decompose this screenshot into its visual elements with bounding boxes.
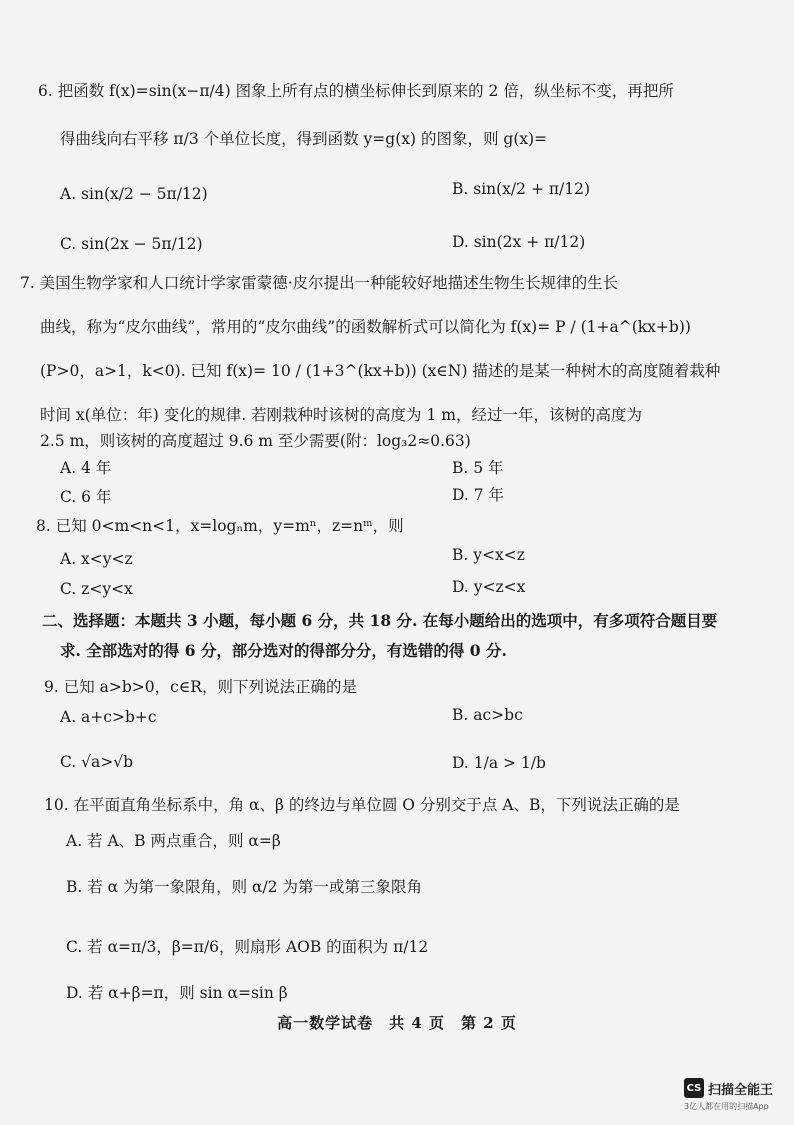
q10-option-b: B. 若 α 为第一象限角，则 α/2 为第一或第三象限角: [66, 878, 422, 896]
q10-option-d: D. 若 α+β=π，则 sin α=sin β: [66, 984, 288, 1002]
q9-stem-line1: 9. 已知 a>b>0，c∈R，则下列说法正确的是: [44, 678, 357, 696]
q10-stem-line1: 10. 在平面直角坐标系中，角 α、β 的终边与单位圆 O 分别交于点 A、B，下列说法正确的是: [44, 796, 680, 814]
q9-option-d: D. 1/a > 1/b: [452, 754, 546, 772]
q10-option-a: A. 若 A、B 两点重合，则 α=β: [66, 832, 281, 850]
q8-option-b: B. y<x<z: [452, 546, 525, 564]
section2-heading-line2: 求. 全部选对的得 6 分，部分选对的得部分分，有选错的得 0 分.: [60, 641, 507, 660]
page-footer: 高一数学试卷 共 4 页 第 2 页: [277, 1014, 517, 1032]
q6-stem-line1: 6. 把函数 f(x)=sin(x−π/4) 图象上所有点的横坐标伸长到原来的 2 倍，纵坐标不变，再把所: [38, 82, 674, 100]
q6-option-c: C. sin(2x − 5π/12): [60, 235, 203, 253]
q10-option-c: C. 若 α=π/3，β=π/6，则扇形 AOB 的面积为 π/12: [66, 938, 429, 956]
q7-stem-line2: 曲线，称为“皮尔曲线”，常用的“皮尔曲线”的函数解析式可以简化为 f(x)= P / (1+a^(kx+b)): [40, 318, 691, 336]
q9-option-c: C. √a>√b: [60, 753, 134, 771]
watermark-subtitle: 3亿人都在用的扫描App: [684, 1102, 769, 1111]
scanner-watermark: [684, 1078, 773, 1098]
q6-option-a: A. sin(x/2 − 5π/12): [60, 185, 208, 203]
q6-stem-line2: 得曲线向右平移 π/3 个单位长度，得到函数 y=g(x) 的图象，则 g(x)=: [60, 130, 548, 148]
watermark-name: 扫描全能王: [708, 1082, 774, 1098]
q7-option-a: A. 4 年: [60, 459, 112, 477]
q7-option-c: C. 6 年: [60, 488, 112, 506]
q8-option-c: C. z<y<x: [60, 580, 133, 598]
q7-stem-line1: 7. 美国生物学家和人口统计学家雷蒙德·皮尔提出一种能较好地描述生物生长规律的生长: [20, 274, 619, 292]
q7-stem-line3: (P>0，a>1，k<0). 已知 f(x)= 10 / (1+3^(kx+b)) (x∈N) 描述的是某一种树木的高度随着栽种: [40, 362, 721, 380]
q7-option-d: D. 7 年: [452, 486, 505, 504]
q7-stem-line5: 2.5 m，则该树的高度超过 9.6 m 至少需要(附：log₃2≈0.63): [40, 432, 471, 450]
q6-option-b: B. sin(x/2 + π/12): [452, 180, 591, 198]
section2-heading-line1: 二、选择题：本题共 3 小题，每小题 6 分，共 18 分. 在每小题给出的选项中，有多项符合题目要: [42, 611, 718, 630]
q9-option-b: B. ac>bc: [452, 706, 523, 724]
q9-option-a: A. a+c>b+c: [60, 708, 157, 726]
q6-option-d: D. sin(2x + π/12): [452, 233, 586, 251]
camscanner-logo-icon: CS: [684, 1078, 704, 1098]
q8-option-a: A. x<y<z: [60, 550, 133, 568]
q7-option-b: B. 5 年: [452, 459, 504, 477]
q8-stem-line1: 8. 已知 0<m<n<1，x=logₙm，y=mⁿ，z=nᵐ，则: [36, 517, 404, 535]
q8-option-d: D. y<z<x: [452, 578, 526, 596]
q7-stem-line4: 时间 x(单位：年) 变化的规律. 若刚栽种时该树的高度为 1 m，经过一年，该树的高度为: [40, 406, 642, 424]
